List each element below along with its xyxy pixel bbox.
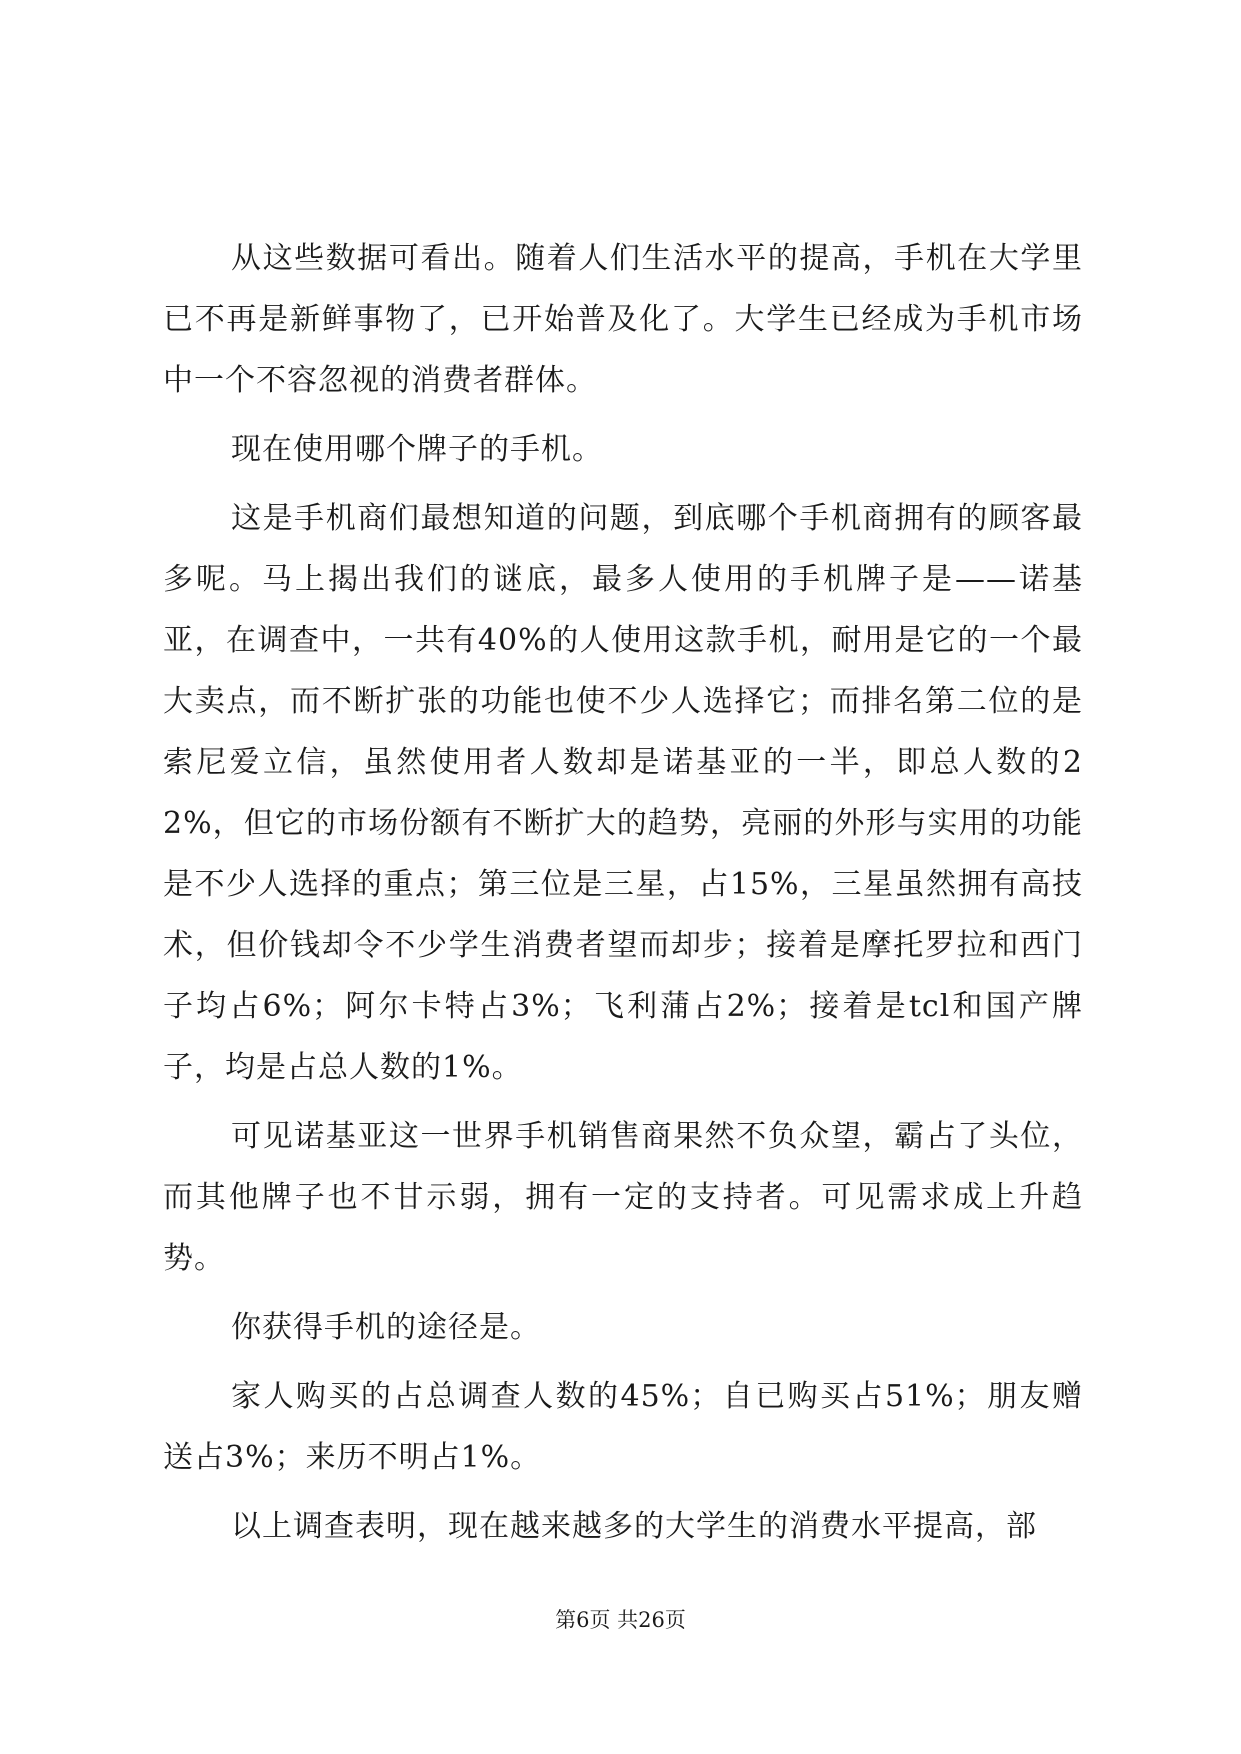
section-question: 现在使用哪个牌子的手机。: [231, 432, 603, 467]
document-body: [163, 228, 1083, 1565]
paragraph: 以上调查表明，现在越来越多的大学生的消费水平提高，部: [231, 1509, 1037, 1544]
paragraph: 可见诺基亚这一世界手机销售商果然不负众望，霸占了头位，而其他牌子也不甘示弱，拥有一定的支持者。可见需求成上升趋势。: [163, 1119, 1083, 1276]
page-number-footer: 第6页 共26页: [555, 1608, 686, 1632]
paragraph: 家人购买的占总调查人数的45%；自已购买占51%；朋友赠送占3%；来历不明占1%。: [163, 1379, 1083, 1475]
section-question: 你获得手机的途径是。: [231, 1310, 541, 1345]
paragraph: 从这些数据可看出。随着人们生活水平的提高，手机在大学里已不再是新鲜事物了，已开始普及化了。大学生已经成为手机市场中一个不容忽视的消费者群体。: [163, 241, 1083, 398]
paragraph: 这是手机商们最想知道的问题，到底哪个手机商拥有的顾客最多呢。马上揭出我们的谜底，最多人使用的手机牌子是——诺基亚，在调查中，一共有40%的人使用这款手机，耐用是它的一个最大卖点，而不断扩张的功能也使不少人选择它；而排名第二位的是索尼爱立信，虽然使用者人数却是诺基亚的一半，即总人数的22%，但它的市场份额有不断扩大的趋势，亮丽的外形与实用的功能是不少人选择的重点；第三位是三星，占15%，三星虽然拥有高技术，但价钱却令不少学生消费者望而却步；接着是摩托罗拉和西门子均占6%；阿尔卡特占3%；飞利蒲占2%；接着是tcl和国产牌子，均是占总人数的1%。: [163, 501, 1083, 1085]
